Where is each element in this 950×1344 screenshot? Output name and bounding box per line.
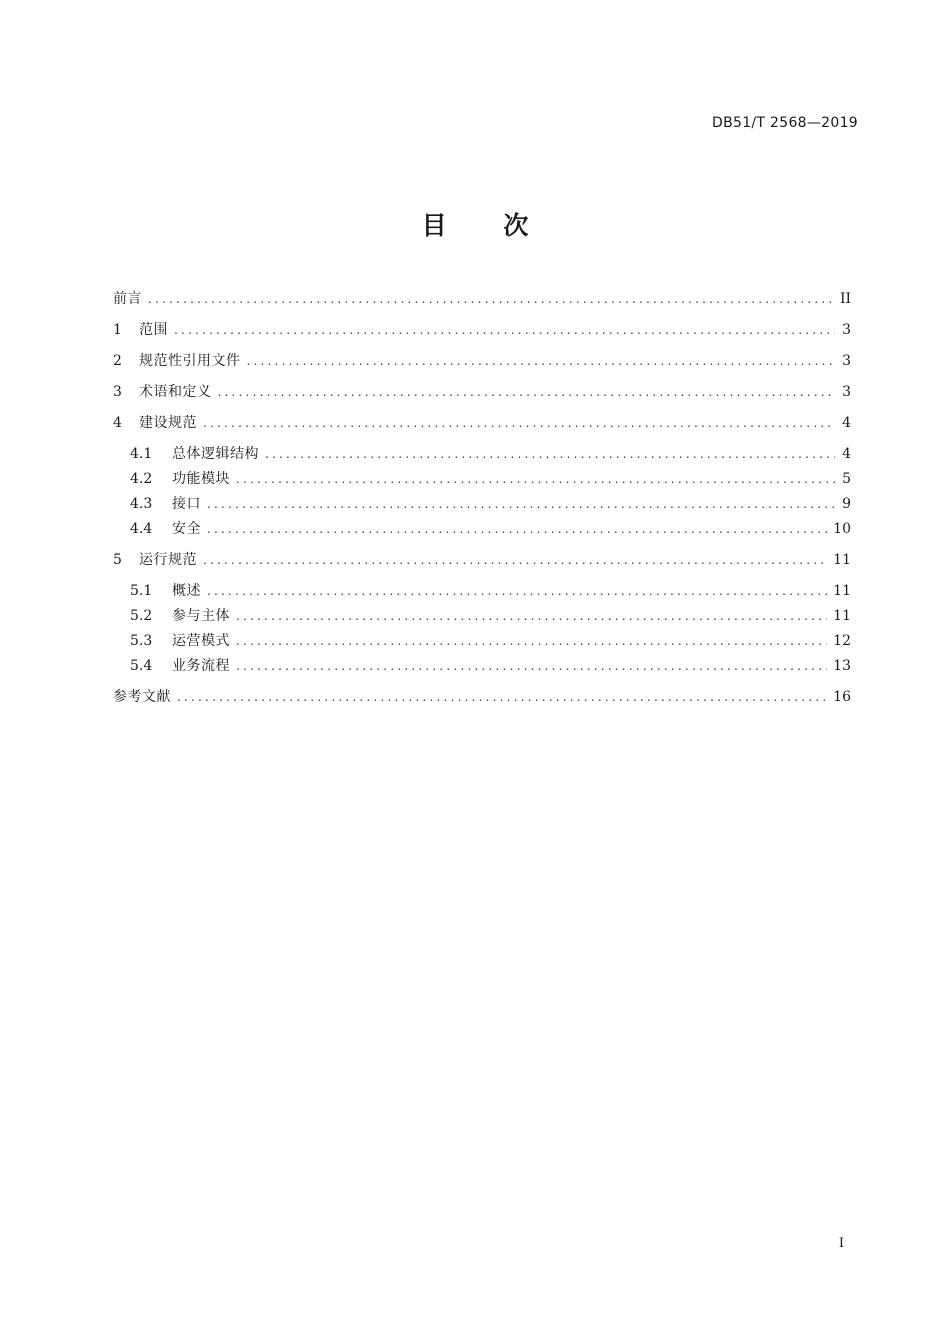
toc-entry-5-3[interactable] xyxy=(130,630,851,652)
toc-entry-5[interactable] xyxy=(113,549,851,571)
toc-entry-label: 运营模式 xyxy=(172,633,230,649)
toc-entry-page: 11 xyxy=(833,552,851,568)
toc-entry-label: 总体逻辑结构 xyxy=(172,446,259,462)
toc-entry-label: 参与主体 xyxy=(172,608,230,624)
toc-entry-label: 参考文献 xyxy=(113,689,171,705)
toc-entry-number: 2 xyxy=(113,353,122,369)
toc-entry-number: 1 xyxy=(113,322,122,338)
toc-entry-number: 4.1 xyxy=(130,446,153,462)
toc-leader-dots xyxy=(148,292,834,306)
toc-entry-page: 3 xyxy=(842,353,851,369)
toc-entry-page: 16 xyxy=(833,689,851,705)
toc-entry-number: 5.1 xyxy=(130,583,153,599)
toc-entry-5-4[interactable] xyxy=(130,655,851,677)
toc-entry-label: 范围 xyxy=(139,322,168,338)
document-code: DB51/T 2568—2019 xyxy=(712,115,858,131)
toc-entry-2[interactable] xyxy=(113,350,851,372)
toc-entry-page: 3 xyxy=(842,322,851,338)
toc-entry-3[interactable] xyxy=(113,381,851,403)
toc-leader-dots xyxy=(265,447,835,461)
toc-entry-number: 5.4 xyxy=(130,658,153,674)
toc-entry-page: 4 xyxy=(842,446,851,462)
toc-leader-dots xyxy=(236,659,827,673)
toc-leader-dots xyxy=(218,385,836,399)
toc-entry-page: 9 xyxy=(842,496,851,512)
toc-entry-page: 11 xyxy=(833,583,851,599)
toc-entry-number: 5.3 xyxy=(130,633,153,649)
toc-entry-number: 4.3 xyxy=(130,496,153,512)
toc-entry-label: 业务流程 xyxy=(172,658,230,674)
page-number: I xyxy=(838,1236,844,1251)
toc-leader-dots xyxy=(236,609,827,623)
toc-leader-dots xyxy=(207,584,827,598)
toc-entry-1[interactable] xyxy=(113,319,851,341)
toc-leader-dots xyxy=(236,634,827,648)
toc-leader-dots xyxy=(207,497,835,511)
toc-entry-4-4[interactable] xyxy=(130,518,851,540)
toc-entry-page: 13 xyxy=(833,658,851,674)
toc-leader-dots xyxy=(203,553,827,567)
toc-entry-foreword[interactable] xyxy=(113,288,851,310)
toc-entry-5-2[interactable] xyxy=(130,605,851,627)
toc-leader-dots xyxy=(177,690,827,704)
toc-entry-label: 安全 xyxy=(172,521,201,537)
toc-entry-number: 4.2 xyxy=(130,471,153,487)
toc-entry-label: 运行规范 xyxy=(139,552,197,568)
toc-entry-number: 4 xyxy=(113,415,122,431)
toc-entry-4-1[interactable] xyxy=(130,443,851,465)
toc-entry-4-3[interactable] xyxy=(130,493,851,515)
toc-leader-dots xyxy=(174,323,835,337)
toc-entry-number: 5.2 xyxy=(130,608,153,624)
toc-leader-dots xyxy=(207,522,827,536)
toc-entry-label: 接口 xyxy=(172,496,201,512)
page-title: 目 次 xyxy=(421,211,529,240)
toc-entry-label: 功能模块 xyxy=(172,471,230,487)
toc-entry-label: 规范性引用文件 xyxy=(139,353,241,369)
toc-entry-page: 5 xyxy=(842,471,851,487)
toc-entry-label: 术语和定义 xyxy=(139,384,212,400)
toc-entry-number: 3 xyxy=(113,384,122,400)
toc-entry-page: 10 xyxy=(833,521,851,537)
toc-entry-label: 前言 xyxy=(113,291,142,307)
toc-entry-5-1[interactable] xyxy=(130,580,851,602)
toc-entry-4[interactable] xyxy=(113,412,851,434)
toc-entry-page: II xyxy=(839,291,851,307)
toc-leader-dots xyxy=(247,354,836,368)
toc-entry-page: 12 xyxy=(833,633,851,649)
toc-leader-dots xyxy=(203,416,835,430)
toc-entry-number: 5 xyxy=(113,552,122,568)
toc-entry-label: 概述 xyxy=(172,583,201,599)
toc-leader-dots xyxy=(236,472,835,486)
toc-entry-label: 建设规范 xyxy=(139,415,197,431)
toc-entry-page: 4 xyxy=(842,415,851,431)
toc-entry-4-2[interactable] xyxy=(130,468,851,490)
toc-entry-page: 3 xyxy=(842,384,851,400)
toc-entry-page: 11 xyxy=(833,608,851,624)
toc-entry-number: 4.4 xyxy=(130,521,153,537)
toc-entry-references[interactable] xyxy=(113,686,851,708)
